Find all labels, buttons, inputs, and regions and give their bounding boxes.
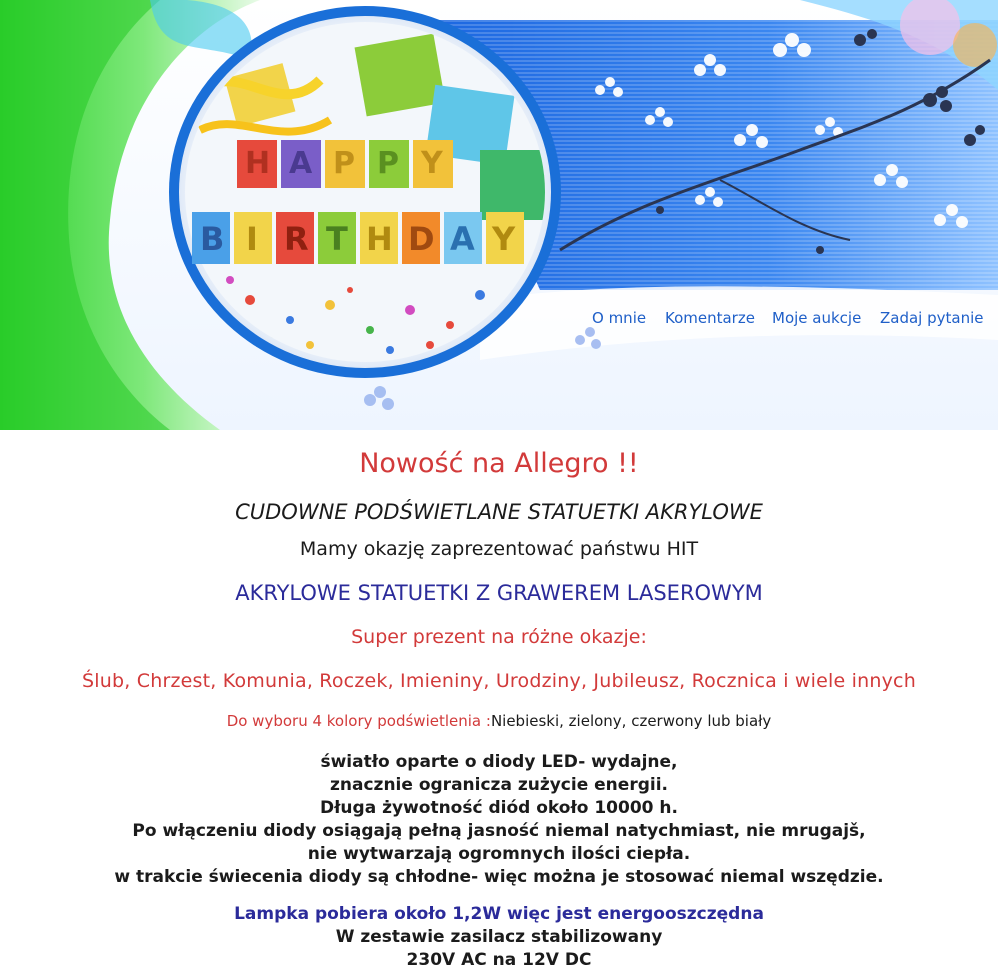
candles-bottom [192, 212, 532, 272]
product-name: AKRYLOWE STATUETKI Z GRAWEREM LASEROWYM [235, 581, 763, 605]
candles-top [237, 140, 447, 195]
occasions-list: Ślub, Chrzest, Komunia, Roczek, Imieniny, Urodziny, Jubileusz, Rocznica i wiele innych [82, 670, 916, 692]
intro-text: Mamy okazję zaprezentować państwu HIT [299, 538, 699, 560]
candle-letter: R [284, 220, 309, 258]
supply-line: W zestawie zasilacz stabilizowany [335, 927, 663, 947]
feature-line: Długa żywotność diód około 10000 h. [320, 798, 678, 818]
candle-letter: Y [421, 146, 443, 181]
feature-line: Po włączeniu diody osiągają pełną jasność niemal natychmiast, nie mrugajš, [132, 821, 866, 841]
top-nav [0, 309, 998, 333]
gift-heading: Super prezent na różne okazje: [351, 626, 647, 648]
candle-letter: T [326, 220, 348, 258]
feature-line: światło oparte o diody LED- wydajne, [320, 752, 678, 772]
candle-letter: D [408, 220, 435, 258]
nav-link-moje-aukcje[interactable]: Moje aukcje [772, 309, 862, 327]
candle-letter: H [366, 220, 393, 258]
candle-letter: A [289, 146, 313, 181]
feature-line: nie wytwarzają ogromnych ilości ciepła. [307, 844, 691, 864]
nav-link-zadaj-pytanie[interactable]: Zadaj pytanie [880, 309, 984, 327]
candle-letter: H [245, 146, 271, 181]
candle-letter: Y [492, 220, 516, 258]
colors-label: Do wyboru 4 kolory podświetlenia : [226, 712, 491, 730]
power-note: Lampka pobiera około 1,2W więc jest energooszczędna [234, 904, 764, 924]
nav-link-o-mnie[interactable]: O mnie [592, 309, 647, 327]
colors-line [0, 712, 998, 730]
supply-line: 230V AC na 12V DC [406, 950, 592, 970]
candle-letter: P [377, 146, 399, 181]
candle-letter: P [333, 146, 355, 181]
header-banner [0, 0, 998, 430]
candle-letter: I [246, 220, 258, 258]
feature-line: znacznie ogranicza zużycie energii. [330, 775, 668, 795]
candle-letter: A [450, 220, 475, 258]
colors-value: Niebieski, zielony, czerwony lub biały [490, 712, 772, 730]
candle-letter: B [200, 220, 225, 258]
headline: Nowość na Allegro !! [359, 448, 639, 479]
feature-line: w trakcie świecenia diody są chłodne- więc można je stosować niemal wszędzie. [114, 867, 884, 887]
nav-link-komentarze[interactable]: Komentarze [665, 309, 755, 327]
subtitle: CUDOWNE PODŚWIETLANE STATUETKI AKRYLOWE [235, 500, 763, 524]
